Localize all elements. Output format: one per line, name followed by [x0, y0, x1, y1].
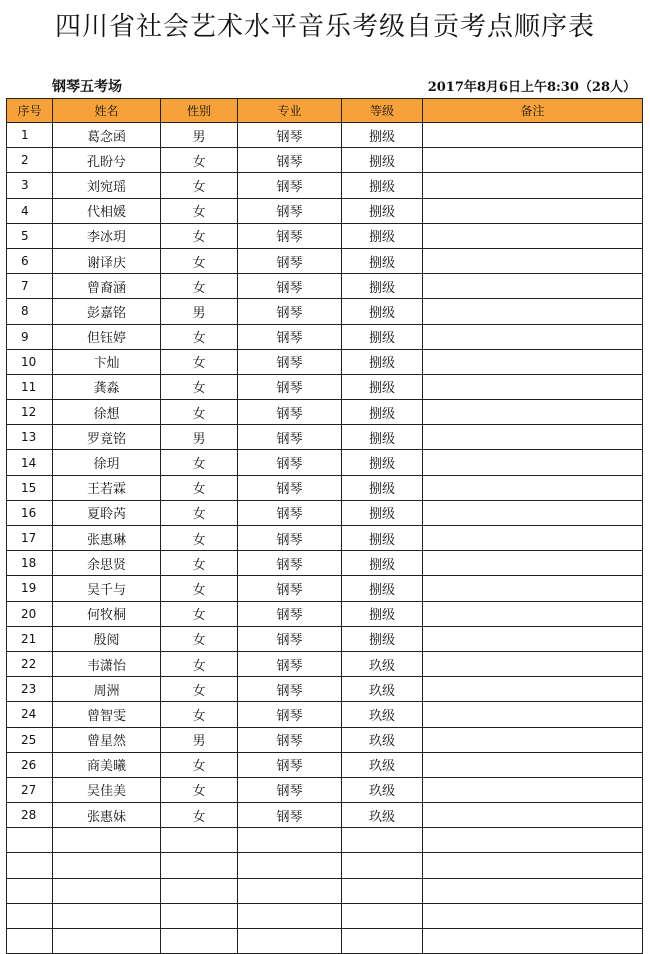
cell-level: 捌级 [342, 148, 423, 173]
cell-no: 8 [7, 299, 53, 324]
table-row [7, 450, 643, 475]
cell-note [423, 223, 643, 248]
cell-note [423, 828, 643, 853]
cell-note [423, 626, 643, 651]
cell-major: 钢琴 [238, 123, 342, 148]
cell-note [423, 400, 643, 425]
cell-note [423, 903, 643, 928]
table-row [7, 475, 643, 500]
cell-major: 钢琴 [238, 526, 342, 551]
cell-gender: 女 [161, 551, 238, 576]
cell-level: 捌级 [342, 374, 423, 399]
cell-note [423, 475, 643, 500]
cell-gender: 女 [161, 248, 238, 273]
table-row [7, 903, 643, 928]
table-row [7, 324, 643, 349]
cell-level: 捌级 [342, 551, 423, 576]
cell-note [423, 803, 643, 828]
cell-note [423, 450, 643, 475]
cell-gender: 女 [161, 803, 238, 828]
cell-major: 钢琴 [238, 349, 342, 374]
table-row [7, 148, 643, 173]
column-header-major: 专业 [238, 99, 342, 123]
cell-note [423, 752, 643, 777]
cell-major: 钢琴 [238, 324, 342, 349]
cell-level [342, 853, 423, 878]
cell-name: 徐想 [53, 400, 161, 425]
cell-major: 钢琴 [238, 651, 342, 676]
cell-note [423, 777, 643, 802]
cell-gender: 男 [161, 299, 238, 324]
cell-note [423, 500, 643, 525]
cell-no: 19 [7, 576, 53, 601]
cell-level: 捌级 [342, 349, 423, 374]
cell-note [423, 173, 643, 198]
cell-gender: 女 [161, 148, 238, 173]
cell-gender [161, 853, 238, 878]
cell-no: 12 [7, 400, 53, 425]
cell-gender: 女 [161, 173, 238, 198]
cell-name: 代相媛 [53, 198, 161, 223]
cell-major: 钢琴 [238, 475, 342, 500]
column-header-no: 序号 [7, 99, 53, 123]
cell-note [423, 198, 643, 223]
cell-name: 徐玥 [53, 450, 161, 475]
cell-name [53, 828, 161, 853]
cell-gender: 女 [161, 777, 238, 802]
cell-gender [161, 878, 238, 903]
cell-gender: 女 [161, 475, 238, 500]
cell-no [7, 929, 53, 954]
cell-no: 22 [7, 651, 53, 676]
cell-level: 玖级 [342, 727, 423, 752]
cell-gender: 女 [161, 500, 238, 525]
cell-name: 夏聆芮 [53, 500, 161, 525]
table-row [7, 400, 643, 425]
cell-name: 何牧桐 [53, 601, 161, 626]
cell-no [7, 828, 53, 853]
cell-level: 捌级 [342, 475, 423, 500]
cell-note [423, 274, 643, 299]
cell-note [423, 374, 643, 399]
cell-no: 25 [7, 727, 53, 752]
cell-no: 7 [7, 274, 53, 299]
table-row [7, 526, 643, 551]
cell-gender: 女 [161, 198, 238, 223]
cell-name: 殷阅 [53, 626, 161, 651]
cell-level: 捌级 [342, 425, 423, 450]
table-row [7, 828, 643, 853]
cell-major: 钢琴 [238, 173, 342, 198]
cell-level: 玖级 [342, 651, 423, 676]
cell-no: 15 [7, 475, 53, 500]
cell-name: 吴千与 [53, 576, 161, 601]
cell-name: 龚淼 [53, 374, 161, 399]
cell-no: 23 [7, 677, 53, 702]
cell-no: 24 [7, 702, 53, 727]
cell-note [423, 551, 643, 576]
cell-level: 捌级 [342, 248, 423, 273]
cell-major: 钢琴 [238, 500, 342, 525]
table-row [7, 576, 643, 601]
cell-gender: 女 [161, 274, 238, 299]
cell-major: 钢琴 [238, 601, 342, 626]
cell-gender: 女 [161, 601, 238, 626]
cell-gender: 女 [161, 450, 238, 475]
cell-no: 21 [7, 626, 53, 651]
cell-note [423, 576, 643, 601]
cell-note [423, 526, 643, 551]
cell-name: 李冰玥 [53, 223, 161, 248]
table-row [7, 651, 643, 676]
cell-level [342, 929, 423, 954]
cell-level: 捌级 [342, 601, 423, 626]
cell-name: 余思贤 [53, 551, 161, 576]
cell-name: 曾星然 [53, 727, 161, 752]
cell-note [423, 677, 643, 702]
table-row [7, 752, 643, 777]
cell-level: 捌级 [342, 626, 423, 651]
cell-major [238, 929, 342, 954]
column-header-note: 备注 [423, 99, 643, 123]
cell-name: 但钰婷 [53, 324, 161, 349]
cell-level: 捌级 [342, 173, 423, 198]
cell-level: 玖级 [342, 777, 423, 802]
cell-no: 13 [7, 425, 53, 450]
page-title: 四川省社会艺术水平音乐考级自贡考点顺序表 [54, 12, 595, 42]
cell-note [423, 299, 643, 324]
cell-note [423, 727, 643, 752]
cell-name: 曾裔涵 [53, 274, 161, 299]
cell-name: 吴佳美 [53, 777, 161, 802]
cell-level: 玖级 [342, 803, 423, 828]
cell-no: 3 [7, 173, 53, 198]
cell-gender: 女 [161, 374, 238, 399]
table-row [7, 853, 643, 878]
cell-note [423, 878, 643, 903]
table-row [7, 601, 643, 626]
cell-major: 钢琴 [238, 777, 342, 802]
table-row [7, 677, 643, 702]
table-row [7, 248, 643, 273]
cell-major: 钢琴 [238, 576, 342, 601]
cell-no: 11 [7, 374, 53, 399]
cell-level: 玖级 [342, 677, 423, 702]
table-row [7, 727, 643, 752]
cell-note [423, 929, 643, 954]
cell-name [53, 878, 161, 903]
cell-level: 玖级 [342, 702, 423, 727]
cell-note [423, 123, 643, 148]
cell-note [423, 324, 643, 349]
cell-name: 周洲 [53, 677, 161, 702]
table-row [7, 803, 643, 828]
column-header-gender: 性别 [161, 99, 238, 123]
cell-no [7, 878, 53, 903]
table-row [7, 198, 643, 223]
cell-major: 钢琴 [238, 248, 342, 273]
cell-name: 商美曦 [53, 752, 161, 777]
cell-level: 捌级 [342, 526, 423, 551]
cell-gender [161, 929, 238, 954]
cell-note [423, 349, 643, 374]
cell-note [423, 601, 643, 626]
cell-major: 钢琴 [238, 223, 342, 248]
cell-no [7, 903, 53, 928]
roster-body [7, 123, 643, 954]
cell-note [423, 425, 643, 450]
cell-name: 刘宛瑶 [53, 173, 161, 198]
cell-level: 玖级 [342, 752, 423, 777]
table-row [7, 777, 643, 802]
cell-no: 20 [7, 601, 53, 626]
cell-name [53, 929, 161, 954]
cell-no: 2 [7, 148, 53, 173]
cell-level: 捌级 [342, 123, 423, 148]
cell-level: 捌级 [342, 500, 423, 525]
cell-no: 16 [7, 500, 53, 525]
cell-gender: 女 [161, 626, 238, 651]
table-row [7, 500, 643, 525]
cell-level [342, 878, 423, 903]
cell-no: 17 [7, 526, 53, 551]
cell-level: 捌级 [342, 400, 423, 425]
cell-name: 张惠妹 [53, 803, 161, 828]
exam-room-label: 钢琴五考场 [52, 79, 122, 95]
cell-gender: 女 [161, 651, 238, 676]
column-header-name: 姓名 [53, 99, 161, 123]
cell-no: 18 [7, 551, 53, 576]
cell-level [342, 828, 423, 853]
cell-major: 钢琴 [238, 425, 342, 450]
cell-note [423, 651, 643, 676]
table-row [7, 173, 643, 198]
cell-major: 钢琴 [238, 677, 342, 702]
cell-name: 韦潇怡 [53, 651, 161, 676]
cell-name: 卞灿 [53, 349, 161, 374]
table-row [7, 374, 643, 399]
cell-no: 10 [7, 349, 53, 374]
cell-note [423, 248, 643, 273]
cell-major [238, 878, 342, 903]
cell-name: 曾智雯 [53, 702, 161, 727]
table-row [7, 349, 643, 374]
cell-major: 钢琴 [238, 727, 342, 752]
cell-no: 1 [7, 123, 53, 148]
cell-no [7, 853, 53, 878]
cell-gender: 女 [161, 349, 238, 374]
cell-major: 钢琴 [238, 274, 342, 299]
cell-level: 捌级 [342, 274, 423, 299]
cell-major [238, 903, 342, 928]
cell-gender: 男 [161, 425, 238, 450]
exam-datetime: 2017年8月6日上午8:30（28人） [427, 80, 636, 95]
cell-name: 彭嘉铭 [53, 299, 161, 324]
cell-major: 钢琴 [238, 374, 342, 399]
cell-gender: 男 [161, 123, 238, 148]
table-row [7, 626, 643, 651]
cell-name: 孔盼兮 [53, 148, 161, 173]
cell-gender: 女 [161, 752, 238, 777]
table-row [7, 425, 643, 450]
table-row [7, 223, 643, 248]
cell-major: 钢琴 [238, 450, 342, 475]
cell-note [423, 853, 643, 878]
cell-major: 钢琴 [238, 551, 342, 576]
cell-gender [161, 828, 238, 853]
cell-name: 张惠琳 [53, 526, 161, 551]
cell-major: 钢琴 [238, 626, 342, 651]
cell-note [423, 148, 643, 173]
cell-level: 捌级 [342, 576, 423, 601]
cell-major: 钢琴 [238, 702, 342, 727]
cell-major: 钢琴 [238, 400, 342, 425]
cell-name: 谢译庆 [53, 248, 161, 273]
cell-gender: 女 [161, 702, 238, 727]
cell-name: 罗竟铭 [53, 425, 161, 450]
cell-major: 钢琴 [238, 198, 342, 223]
cell-gender [161, 903, 238, 928]
cell-name [53, 853, 161, 878]
cell-no: 5 [7, 223, 53, 248]
cell-gender: 女 [161, 324, 238, 349]
cell-no: 26 [7, 752, 53, 777]
cell-no: 9 [7, 324, 53, 349]
cell-no: 27 [7, 777, 53, 802]
cell-gender: 女 [161, 526, 238, 551]
cell-no: 14 [7, 450, 53, 475]
table-row [7, 878, 643, 903]
cell-no: 6 [7, 248, 53, 273]
table-row [7, 929, 643, 954]
cell-gender: 女 [161, 576, 238, 601]
cell-note [423, 702, 643, 727]
table-row [7, 274, 643, 299]
cell-level: 捌级 [342, 223, 423, 248]
cell-no: 4 [7, 198, 53, 223]
cell-name: 葛念函 [53, 123, 161, 148]
table-row [7, 123, 643, 148]
roster-table [6, 98, 643, 954]
cell-name [53, 903, 161, 928]
cell-major: 钢琴 [238, 299, 342, 324]
table-row [7, 551, 643, 576]
cell-gender: 女 [161, 223, 238, 248]
cell-gender: 女 [161, 400, 238, 425]
table-row [7, 299, 643, 324]
cell-gender: 女 [161, 677, 238, 702]
cell-major [238, 828, 342, 853]
cell-major: 钢琴 [238, 148, 342, 173]
cell-no: 28 [7, 803, 53, 828]
table-header-row [7, 99, 643, 123]
cell-level: 捌级 [342, 198, 423, 223]
cell-major [238, 853, 342, 878]
cell-level: 捌级 [342, 324, 423, 349]
cell-name: 王若霖 [53, 475, 161, 500]
cell-major: 钢琴 [238, 803, 342, 828]
cell-level: 捌级 [342, 450, 423, 475]
column-header-level: 等级 [342, 99, 423, 123]
cell-major: 钢琴 [238, 752, 342, 777]
table-row [7, 702, 643, 727]
cell-level: 捌级 [342, 299, 423, 324]
cell-level [342, 903, 423, 928]
cell-gender: 男 [161, 727, 238, 752]
